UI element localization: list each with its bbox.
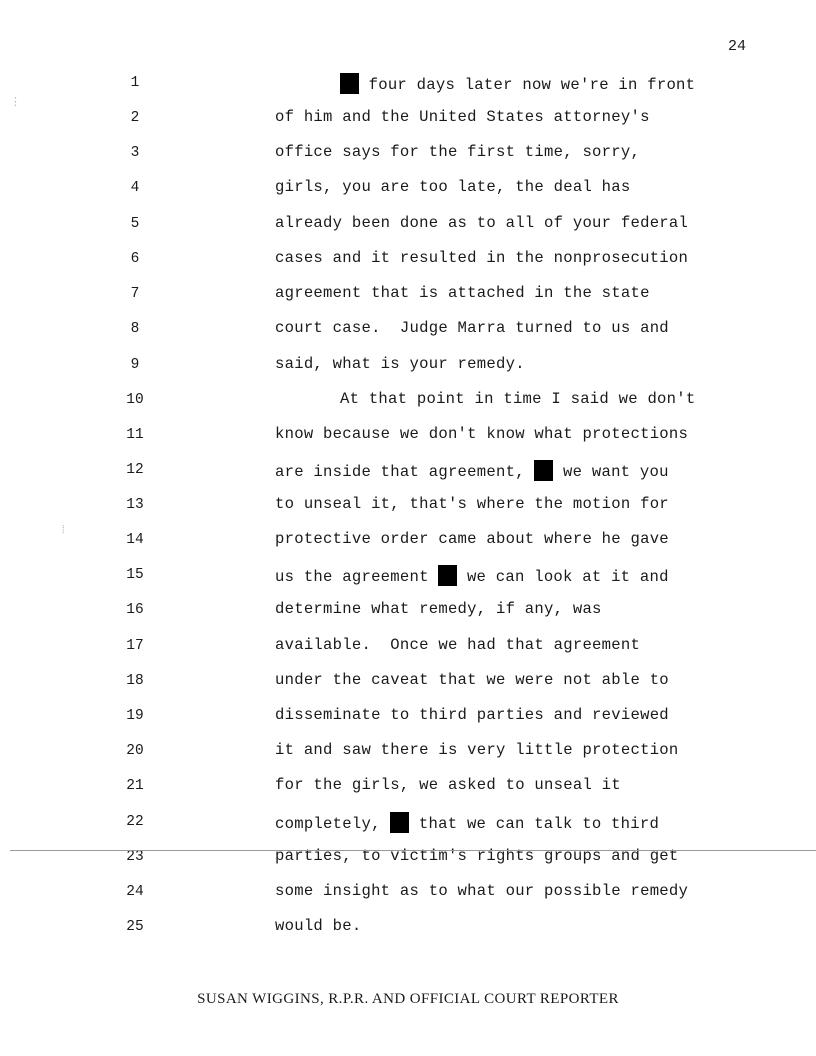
- transcript-line: would be.: [275, 917, 362, 935]
- redaction-box: [390, 812, 409, 833]
- line-number: 25: [126, 919, 144, 935]
- transcript-line: available. Once we had that agreement: [275, 636, 641, 654]
- line-number: 15: [126, 567, 144, 583]
- transcript-line: court case. Judge Marra turned to us and: [275, 319, 669, 337]
- transcript-line: protective order came about where he gave: [275, 530, 669, 548]
- line-number: 24: [126, 884, 144, 900]
- horizontal-rule: [10, 850, 816, 851]
- transcript-line-text: we can look at it and: [457, 568, 669, 586]
- line-number: 17: [126, 638, 144, 654]
- transcript-line: [275, 812, 659, 833]
- transcript-line: of him and the United States attorney's: [275, 108, 650, 126]
- transcript-line-text: four days later now we're in front: [359, 76, 696, 94]
- line-number: 23: [126, 849, 144, 865]
- transcript-line: agreement that is attached in the state: [275, 284, 650, 302]
- transcript-line-text: us the agreement: [275, 568, 439, 586]
- line-number: 7: [130, 286, 140, 302]
- transcript-line-text: that we can talk to third: [409, 815, 660, 833]
- line-number: 2: [130, 110, 140, 126]
- transcript-line: for the girls, we asked to unseal it: [275, 776, 621, 794]
- line-number: 13: [126, 497, 144, 513]
- redaction-box: [438, 565, 457, 586]
- transcript-line: know because we don't know what protections: [275, 425, 689, 443]
- line-number: 6: [130, 251, 140, 267]
- line-number: 18: [126, 673, 144, 689]
- line-number: 11: [126, 427, 144, 443]
- transcript-line: cases and it resulted in the nonprosecution: [275, 249, 689, 267]
- line-number: 5: [130, 216, 140, 232]
- line-number: 3: [130, 145, 140, 161]
- line-number: 8: [130, 321, 140, 337]
- line-number: 19: [126, 708, 144, 724]
- transcript-line: determine what remedy, if any, was: [275, 600, 602, 618]
- transcript-line: At that point in time I said we don't: [340, 390, 696, 408]
- transcript-line-text: we want you: [553, 463, 669, 481]
- scan-speck: ⁞: [60, 525, 67, 537]
- line-number: 1: [130, 75, 140, 91]
- transcript-line: to unseal it, that's where the motion for: [275, 495, 669, 513]
- redaction-box: [340, 73, 359, 94]
- line-number: 4: [130, 180, 140, 196]
- redaction-box: [534, 460, 553, 481]
- transcript-line: said, what is your remedy.: [275, 355, 525, 373]
- transcript-line: under the caveat that we were not able to: [275, 671, 669, 689]
- scan-speck: ⋮: [10, 97, 21, 109]
- transcript-line-text: are inside that agreement,: [275, 463, 535, 481]
- transcript-line: already been done as to all of your federal: [275, 214, 689, 232]
- line-number: 21: [126, 778, 144, 794]
- line-number: 14: [126, 532, 144, 548]
- line-number: 12: [126, 462, 144, 478]
- transcript-line: parties, to victim's rights groups and get: [275, 847, 679, 865]
- transcript-line: [275, 460, 669, 481]
- line-number: 16: [126, 602, 144, 618]
- line-number: 10: [126, 392, 144, 408]
- line-number: 22: [126, 814, 144, 830]
- transcript-line: girls, you are too late, the deal has: [275, 178, 631, 196]
- transcript-line: it and saw there is very little protection: [275, 741, 679, 759]
- transcript-line: [340, 73, 695, 94]
- transcript-line: office says for the first time, sorry,: [275, 143, 641, 161]
- court-reporter-footer: SUSAN WIGGINS, R.P.R. AND OFFICIAL COURT REPORTER: [197, 991, 619, 1007]
- transcript-line: some insight as to what our possible remedy: [275, 882, 689, 900]
- transcript-line: disseminate to third parties and reviewed: [275, 706, 669, 724]
- page-number: 24: [728, 38, 747, 55]
- line-number: 20: [126, 743, 144, 759]
- transcript-line: [275, 565, 669, 586]
- transcript-line-text: completely,: [275, 815, 391, 833]
- line-number: 9: [130, 357, 140, 373]
